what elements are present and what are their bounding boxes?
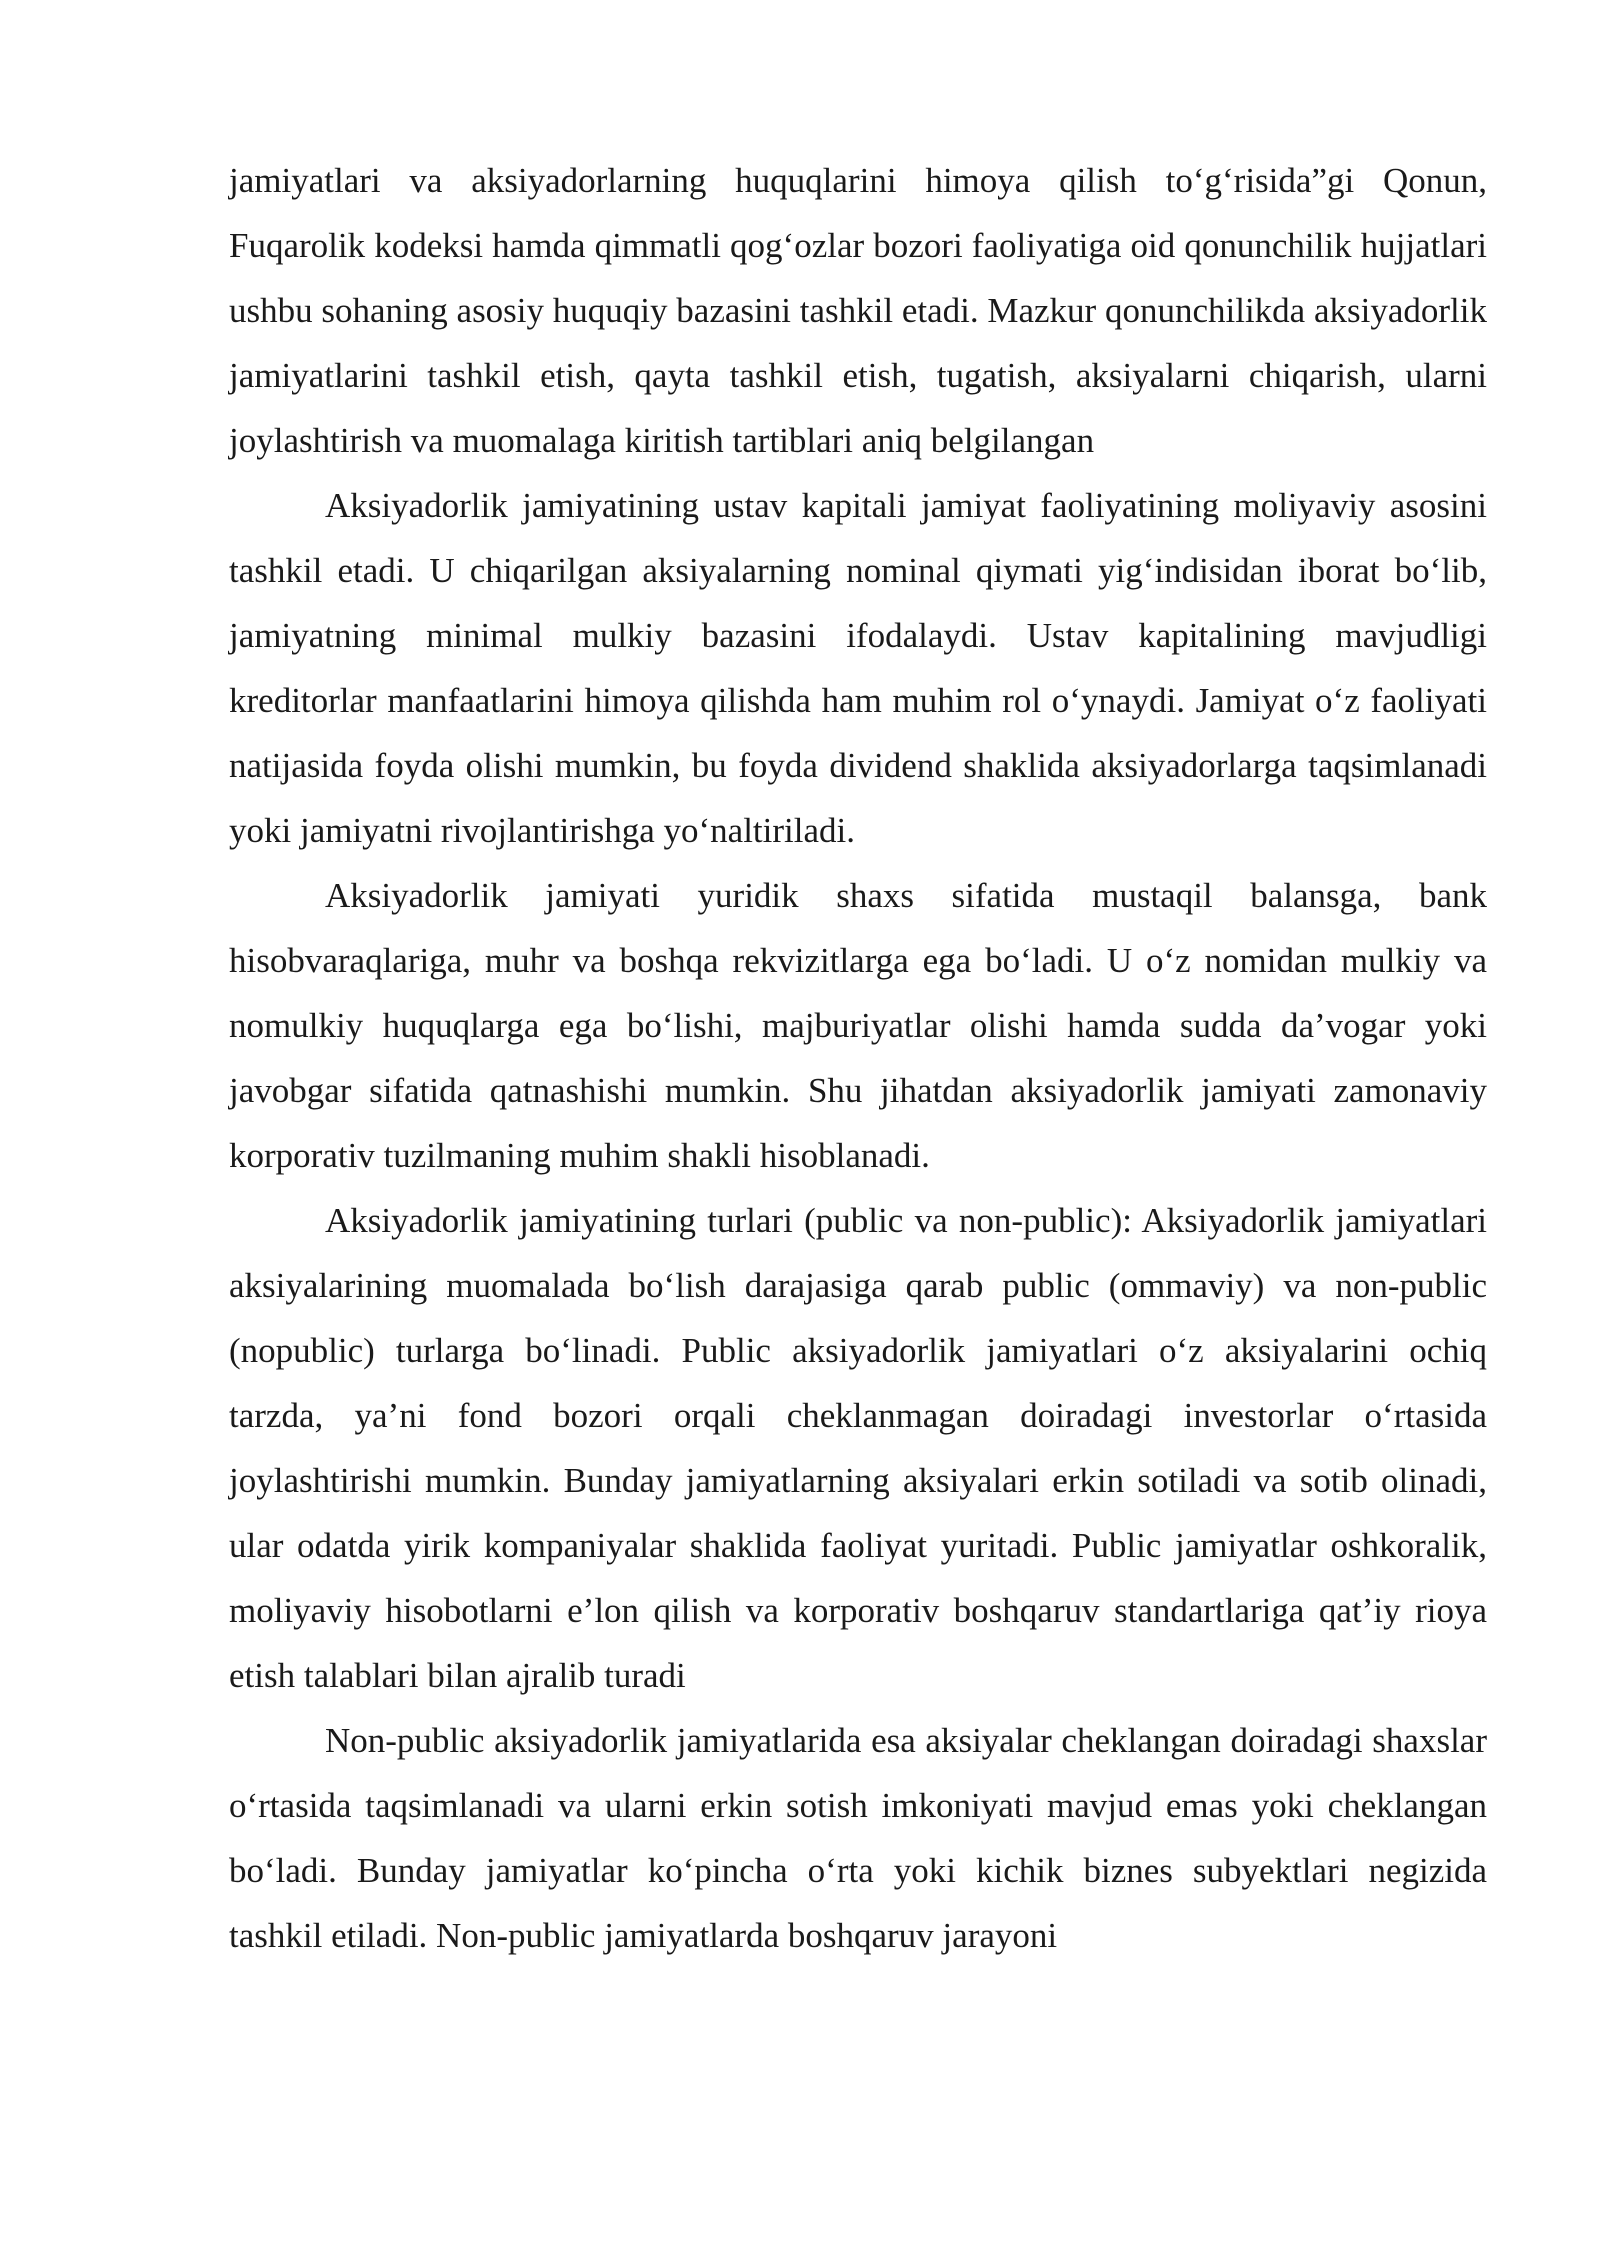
- paragraph-non-public: Non-public aksiyadorlik jamiyatlarida esa aksiyalar cheklangan doiradagi shaxslar o‘rtasida taqsimlanadi va ularni erkin sotish imkoniyati mavjud emas yoki cheklangan bo‘ladi. Bunday jamiyatlar ko‘pincha o‘rta yoki kichik biznes subyektlari negizida tashkil etiladi. Non-public jamiyatlarda boshqaruv jarayoni: [229, 1721, 1487, 1955]
- paragraph-charter-capital: Aksiyadorlik jamiyatining ustav kapitali jamiyat faoliyatining moliyaviy asosini tashkil etadi. U chiqarilgan aksiyalarning nominal qiymati yig‘indisidan iborat bo‘lib, jamiyatning minimal mulkiy bazasini ifodalaydi. Ustav kapitalining mavjudligi kreditorlar manfaatlarini himoya qilishda ham muhim rol o‘ynaydi. Jamiyat o‘z faoliyati natijasida foyda olishi mumkin, bu foyda dividend shaklida aksiyadorlarga taqsimlanadi yoki jamiyatni rivojlantirishga yo‘naltiriladi.: [229, 486, 1487, 850]
- document-body: [229, 148, 1487, 1968]
- paragraph-company-types: Aksiyadorlik jamiyatining turlari (public va non-public): Aksiyadorlik jamiyatlari aksiyalarining muomalada bo‘lish darajasiga qarab public (ommaviy) va non-public (nopublic) turlarga bo‘linadi. Public aksiyadorlik jamiyatlari o‘z aksiyalarini ochiq tarzda, ya’ni fond bozori orqali cheklanmagan doiradagi investorlar o‘rtasida joylashtirishi mumkin. Bunday jamiyatlarning aksiyalari erkin sotiladi va sotib olinadi, ular odatda yirik kompaniyalar shaklida faoliyat yuritadi. Public jamiyatlar oshkoralik, moliyaviy hisobotlarni e’lon qilish va korporativ boshqaruv standartlariga qat’iy rioya etish talablari bilan ajralib turadi: [229, 1201, 1487, 1695]
- paragraph-legal-entity: Aksiyadorlik jamiyati yuridik shaxs sifatida mustaqil balansga, bank hisobvaraqlariga, muhr va boshqa rekvizitlarga ega bo‘ladi. U o‘z nomidan mulkiy va nomulkiy huquqlarga ega bo‘lishi, majburiyatlar olishi hamda sudda da’vogar yoki javobgar sifatida qatnashishi mumkin. Shu jihatdan aksiyadorlik jamiyati zamonaviy korporativ tuzilmaning muhim shakli hisoblanadi.: [229, 876, 1487, 1175]
- paragraph-continuation: jamiyatlari va aksiyadorlarning huquqlarini himoya qilish to‘g‘risida”gi Qonun, Fuqarolik kodeksi hamda qimmatli qog‘ozlar bozori faoliyatiga oid qonunchilik hujjatlari ushbu sohaning asosiy huquqiy bazasini tashkil etadi. Mazkur qonunchilikda aksiyadorlik jamiyatlarini tashkil etish, qayta tashkil etish, tugatish, aksiyalarni chiqarish, ularni joylashtirish va muomalaga kiritish tartiblari aniq belgilangan: [229, 161, 1487, 460]
